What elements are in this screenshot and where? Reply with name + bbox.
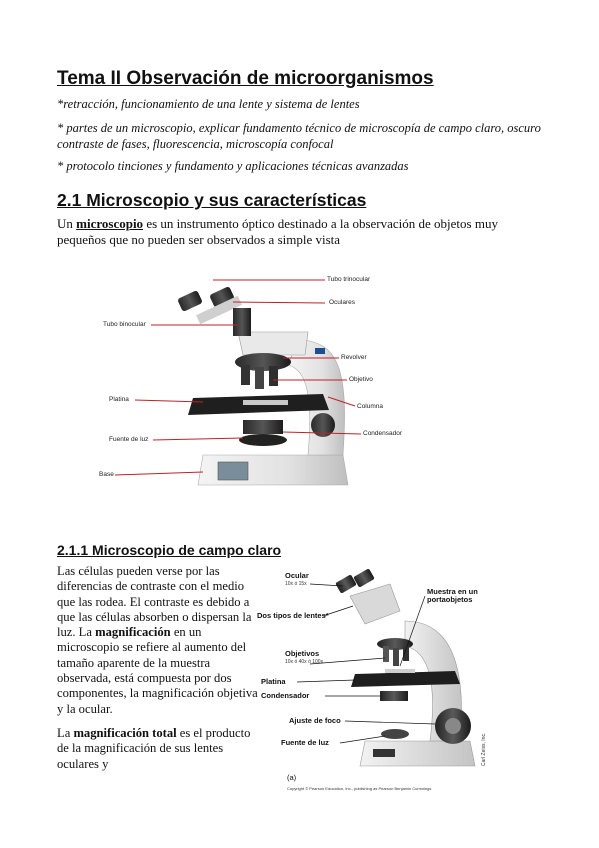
label-condensador: Condensador [363,430,403,437]
label-muestra: Muestra en un portaobjetos [427,587,478,604]
brightfield-text [57,564,262,781]
p1-term: magnificación [95,625,171,640]
photo-credit: Carl Zeiss, Inc. [481,732,487,766]
brightfield-paragraph-2 [57,726,262,772]
label-revolver: Revolver [341,354,367,361]
label-objetivo: Objetivo [349,376,373,383]
intro-paragraph [57,216,547,248]
microscope-figure-1 [93,270,433,492]
label-fuente-de-luz-2: Fuente de luz [281,738,329,747]
label-platina-2: Platina [261,677,286,686]
brightfield-paragraph-1 [57,564,262,717]
intro-rest: es un instrumento óptico destinado a la observación de objetos muy pequeños que no pueden ser observados a simple vista [57,216,498,247]
label-oculares: Oculares [329,299,356,306]
label-ocular-magnification: 10x ó 15x [285,581,307,587]
panel-label: (a) [287,773,297,782]
intro-term: microscopio [76,216,144,231]
label-objetivos-magnification: 10x ó 40x ó 100x [285,659,324,665]
copyright-line: Copyright © Pearson Education, Inc., publishing as Pearson Benjamin Cummings [287,786,432,791]
label-dos-tipos: Dos tipos de lentes* [257,611,329,620]
subsection-heading: 2.1.1 Microscopio de campo claro [57,542,282,558]
label-tubo-trinocular: Tubo trinocular [327,276,371,283]
p1-text-a: Las células pueden verse por las diferencias de contraste con el medio que las rodea. El contraste es debido a que las células absorben o dispersan la luz. La [57,564,252,640]
p2-text-a: La [57,725,74,740]
label-ocular: Ocular [285,571,309,580]
label-objetivos: Objetivos [285,649,320,658]
microscope-illustration-1 [93,270,433,492]
page-title: Tema II Observación de microorganismos [57,68,434,89]
p1-text-b: en un microscopio se refiere al aumento del tamaño aparente de la muestra observada, está compuesta por dos componentes, la magnificación objetiva y la ocular. [57,625,258,716]
intro-prefix: Un [57,216,77,231]
label-fuente-de-luz: Fuente de luz [109,436,149,443]
p2-term: magnificación total [73,725,177,740]
note-line-3: * protocolo tinciones y fundamento y aplicaciones técnicas avanzadas [57,159,409,173]
note-line-2: * partes de un microscopio, explicar fundamento técnico de microscopía de campo claro, oscuro contraste de fases, fluorescencia, microscopía confocal [57,121,541,151]
label-tubo-binocular: Tubo binocular [103,321,146,328]
section-heading: 2.1 Microscopio y sus características [57,190,367,210]
note-line-1: *retracción, funcionamiento de una lente y sistema de lentes [57,97,360,111]
label-condensador-2: Condensador [261,691,310,700]
p2-text-b: es el producto de la magnificación de sus lentes oculares y [57,725,251,771]
label-base: Base [99,471,114,478]
microscope-figure-2 [255,566,500,798]
label-platina: Platina [109,396,129,403]
label-columna: Columna [357,403,384,410]
label-ajuste-foco: Ajuste de foco [289,716,341,725]
